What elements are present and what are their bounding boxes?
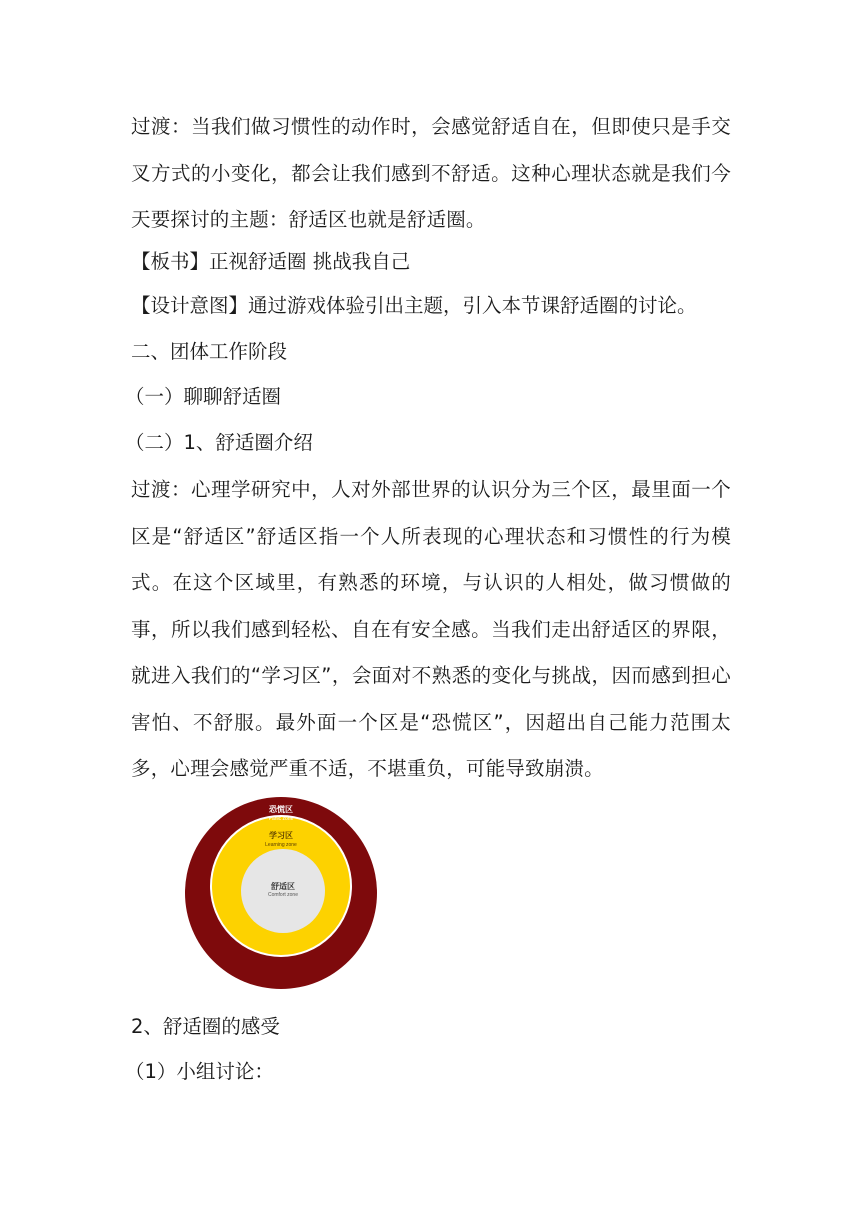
transition-paragraph-2: 过渡：心理学研究中，人对外部世界的认识分为三个区，最里面一个区是“舒适区”舒适区指一个人所表现的心理状态和习惯性的行为模式。在这个区域里，有熟悉的环境，与认识的人相处，做习惯做的事，所以我们感到轻松、自在有安全感。当我们走出舒适区的界限，就进入我们的“学习区”，会面对不熟悉的变化与挑战，因而感到担心害怕、不舒服。最外面一个区是“恐慌区”，因超出自己能力范围太多，心理会感觉严重不适，不堪重负，可能导致崩溃。 — [131, 478, 731, 780]
item-2-heading: 2、舒适圈的感受 — [131, 1015, 280, 1038]
subsection-intro: （二）1、舒适圈介绍 — [125, 431, 313, 454]
panic-zone-label-en: Panic zone — [268, 816, 294, 822]
section-heading-2: 二、团体工作阶段 — [131, 340, 288, 363]
item-2-1-heading: （1）小组讨论： — [125, 1060, 274, 1083]
zone-circles — [171, 792, 391, 998]
comfort-zone-label-en: Comfort zone — [267, 892, 299, 898]
comfort-zone-label: 舒适区 — [271, 882, 295, 891]
learning-zone-label-en: Learning zone — [265, 842, 297, 848]
subsection-chat: （一）聊聊舒适圈 — [125, 385, 282, 408]
comfort-zone-diagram — [171, 792, 391, 998]
panic-zone-label: 恐慌区 — [269, 805, 293, 814]
transition-paragraph-1: 过渡：当我们做习惯性的动作时，会感觉舒适自在，但即使只是手交叉方式的小变化，都会让我们感到不舒适。这种心理状态就是我们今天要探讨的主题：舒适区也就是舒适圈。 — [131, 115, 731, 231]
design-intent: 【设计意图】通过游戏体验引出主题，引入本节课舒适圈的讨论。 — [131, 294, 697, 317]
board-note: 【板书】正视舒适圈 挑战我自己 — [131, 250, 411, 273]
comfort-zone-circle — [241, 849, 325, 933]
learning-zone-label: 学习区 — [269, 831, 293, 840]
